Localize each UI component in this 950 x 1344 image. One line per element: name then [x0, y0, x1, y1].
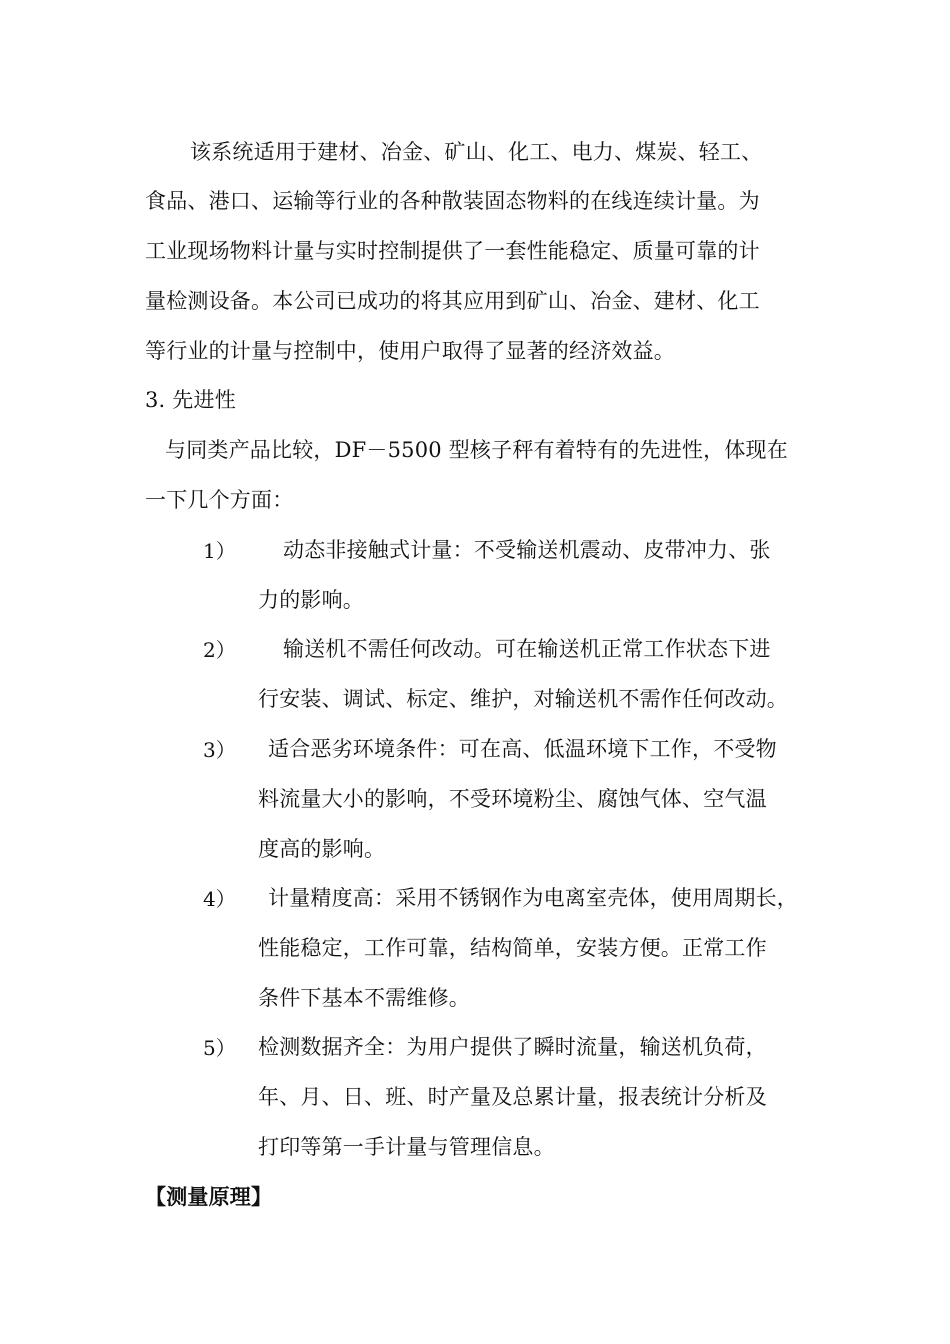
paragraph-line: 等行业的计量与控制中，使用户取得了显著的经济效益。	[145, 339, 675, 363]
measurement-principle-heading: 【测量原理】	[145, 1184, 273, 1209]
list-item-number: 5）	[203, 1036, 236, 1060]
list-item-line: 输送机不需任何改动。可在输送机正常工作状态下进	[283, 637, 771, 661]
list-item-line: 性能稳定，工作可靠，结构简单，安装方便。正常工作	[258, 936, 767, 960]
list-item-line: 料流量大小的影响，不受环境粉尘、腐蚀气体、空气温	[258, 787, 767, 811]
list-item-line: 适合恶劣环境条件：可在高、低温环境下工作，不受物	[268, 737, 777, 761]
list-item-number: 3）	[203, 738, 236, 762]
paragraph-line: 工业现场物料计量与实时控制提供了一套性能稳定、质量可靠的计	[145, 239, 760, 263]
list-item-line: 条件下基本不需维修。	[258, 986, 470, 1010]
paragraph-line: 一下几个方面：	[145, 488, 294, 512]
paragraph-line: 食品、港口、运输等行业的各种散装固态物料的在线连续计量。为	[145, 189, 760, 213]
list-item-line: 度高的影响。	[258, 837, 386, 861]
list-item-line: 打印等第一手计量与管理信息。	[258, 1135, 555, 1159]
paragraph-line: 量检测设备。本公司已成功的将其应用到矿山、冶金、建材、化工	[145, 289, 760, 313]
list-item-line: 计量精度高：采用不锈钢作为电离室壳体，使用周期长，	[268, 886, 798, 910]
list-item-line: 行安装、调试、标定、维护，对输送机不需作任何改动。	[258, 687, 788, 711]
list-item-line: 年、月、日、班、时产量及总累计量，报表统计分析及	[258, 1085, 767, 1109]
paragraph-line: 与同类产品比较，DF－5500 型核子秤有着特有的先进性，体现在	[165, 438, 788, 462]
list-item-number: 1）	[203, 539, 236, 563]
section-heading: 3. 先进性	[145, 388, 236, 412]
list-item-number: 4）	[203, 887, 236, 911]
paragraph-line: 该系统适用于建材、冶金、矿山、化工、电力、煤炭、轻工、	[190, 140, 763, 164]
list-item-line: 力的影响。	[258, 588, 364, 612]
list-item-number: 2）	[203, 638, 236, 662]
list-item-line: 动态非接触式计量：不受输送机震动、皮带冲力、张	[283, 538, 771, 562]
list-item-line: 检测数据齐全：为用户提供了瞬时流量，输送机负荷，	[258, 1035, 767, 1059]
